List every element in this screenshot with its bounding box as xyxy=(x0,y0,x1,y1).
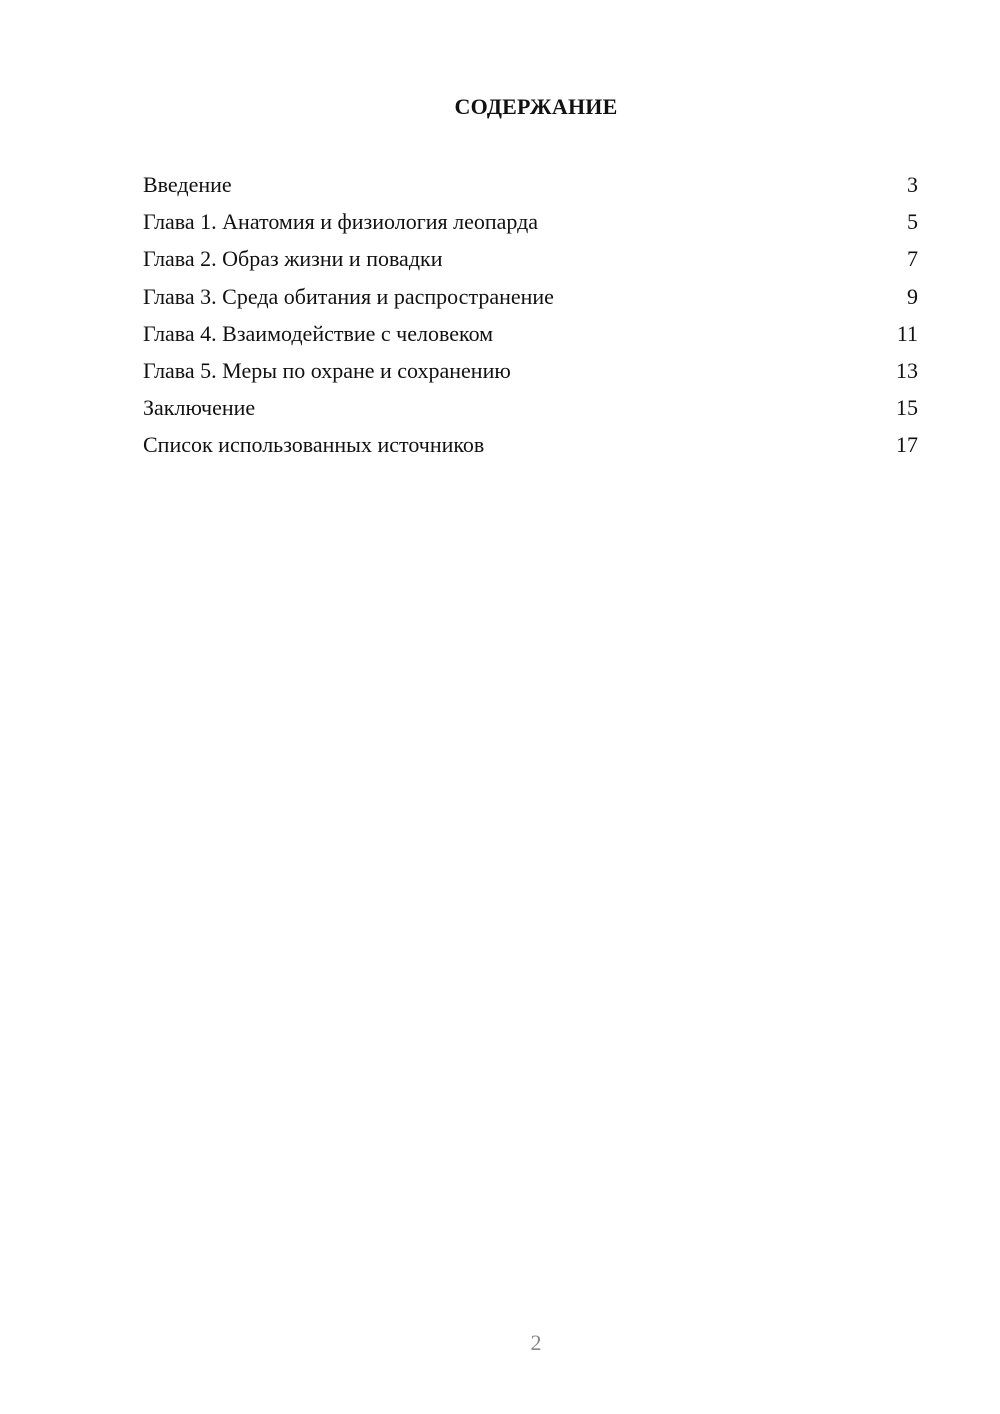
toc-row-chapter-3[interactable] xyxy=(143,282,918,319)
table-of-contents xyxy=(143,170,918,468)
toc-label: Глава 3. Среда обитания и распространение xyxy=(143,283,554,309)
toc-label: Введение xyxy=(143,172,232,197)
toc-label: Глава 5. Меры по охране и сохранению xyxy=(143,357,511,383)
toc-page-number: 13 xyxy=(896,357,918,383)
toc-page-number: 5 xyxy=(907,209,918,235)
toc-row-introduction[interactable] xyxy=(143,170,918,207)
toc-label: Заключение xyxy=(143,395,256,421)
toc-label: Глава 4. Взаимодействие с человеком xyxy=(143,320,494,346)
toc-row-chapter-5[interactable] xyxy=(143,356,918,393)
toc-label: Глава 1. Анатомия и физиология леопарда xyxy=(143,209,539,235)
toc-row-chapter-4[interactable] xyxy=(143,319,918,356)
page-title: СОДЕРЖАНИЕ xyxy=(454,94,618,119)
toc-label: Список использованных источников xyxy=(143,432,485,458)
toc-row-chapter-1[interactable] xyxy=(143,207,918,244)
toc-page-number: 9 xyxy=(907,283,918,309)
toc-page-number: 7 xyxy=(907,246,918,272)
toc-page-number: 3 xyxy=(907,172,918,197)
toc-label: Глава 2. Образ жизни и повадки xyxy=(143,246,443,272)
toc-row-conclusion[interactable] xyxy=(143,393,918,430)
toc-page-number: 15 xyxy=(896,395,918,421)
toc-row-references[interactable] xyxy=(143,430,918,467)
toc-row-chapter-2[interactable] xyxy=(143,244,918,281)
toc-page-number: 11 xyxy=(896,320,918,346)
toc-page-number: 17 xyxy=(896,432,918,458)
page-number: 2 xyxy=(530,1330,542,1355)
